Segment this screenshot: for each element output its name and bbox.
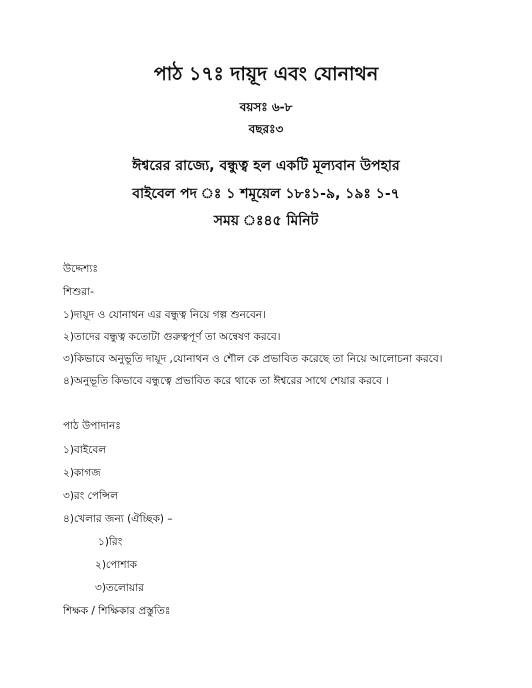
bible-verse: বাইবেল পদ ঃ ১ শমূয়েল ১৮ঃ১-৯, ১৯ঃ ১-৭ [132, 186, 400, 202]
material-item: ৪)খেলার জন্য (ঐচ্ছিক) – [63, 513, 173, 525]
material-sub-item: ২)পোশাক [95, 559, 137, 571]
material-item: ১)বাইবেল [63, 444, 107, 456]
objective-item: ১)দায়ূদ ও যোনাথন এর বন্ধুত্ব নিয়ে গল্প শুনবেন। [63, 309, 266, 321]
lesson-theme: ঈশ্বরের রাজ্যে, বন্ধুত্ব হল একটি মূল্যবান উপহার [132, 158, 400, 174]
material-sub-item: ৩)তলোয়ার [95, 582, 144, 594]
objectives-heading: উদ্দেশ্যঃ [63, 263, 99, 275]
teacher-prep-heading: শিক্ষক / শিক্ষিকার প্রস্তুতিঃ [63, 605, 171, 617]
materials-heading: পাঠ উপাদানঃ [63, 420, 121, 432]
objective-item: ৩)কিভাবে অনুভূতি দায়ূদ ,যোনাথন ও শৌল কে প্রভাবিত করেছে তা নিয়ে আলোচনা করবে। [63, 353, 443, 365]
material-sub-item: ১)রিং [98, 536, 123, 548]
material-item: ২)কাগজ [63, 467, 101, 479]
lesson-duration: সময় ঃ৪৫ মিনিট [213, 213, 319, 229]
objective-item: ২)তাদের বন্ধুত্ব কতোটা গুরুত্বপূর্ণ তা অন্বেষণ করবে। [63, 331, 281, 343]
material-item: ৩)রং পেন্সিল [63, 490, 119, 502]
year-level: বছরঃ৩ [248, 122, 284, 136]
lesson-title: পাঠ ১৭ঃ দায়ূদ এবং যোনাথন [153, 63, 379, 85]
age-range: বয়সঃ ৬-৮ [239, 100, 293, 114]
objective-item: ৪)অনুভূতি কিভাবে বন্ধুত্বে প্রভাবিত করে থাকে তা ঈশ্বরের সাথে শেয়ার করবে । [63, 375, 389, 387]
objectives-intro: শিশুরা- [63, 286, 94, 298]
